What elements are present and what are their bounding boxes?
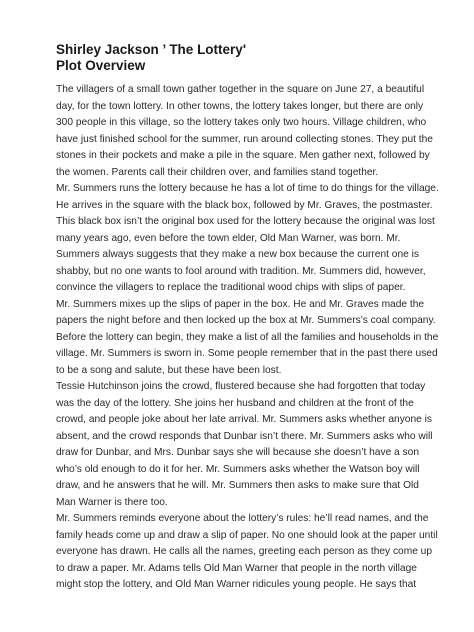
document-heading bbox=[56, 42, 436, 74]
text-line: to be a song and salute, but these have been lost. bbox=[56, 364, 282, 376]
text-line: Man Warner is there too. bbox=[56, 496, 168, 508]
text-line: Mr. Summers mixes up the slips of paper in the box. He and Mr. Graves made the bbox=[56, 298, 425, 310]
text-line: The villagers of a small town gather together in the square on June 27, a beautiful bbox=[56, 84, 425, 95]
text-line: He arrives in the square with the black box, followed by Mr. Graves, the postmaster. bbox=[56, 199, 433, 211]
paragraph bbox=[56, 511, 448, 594]
text-line: Mr. Summers reminds everyone about the lottery’s rules: he’ll read names, and the bbox=[56, 513, 429, 524]
text-line: draw, and he answers that he will. Mr. Summers then asks to make sure that Old bbox=[56, 480, 419, 491]
document-title: Shirley Jackson ’ The Lottery' bbox=[56, 42, 247, 57]
text-line: convince the villagers to replace the traditional wood chips with slips of paper. bbox=[56, 282, 406, 293]
text-line: stones in their pockets and make a pile in the square. Men gather next, followed by bbox=[56, 150, 430, 161]
text-line: many years ago, even before the town elder, Old Man Warner, was born. Mr. bbox=[56, 232, 401, 244]
document-subtitle: Plot Overview bbox=[56, 58, 146, 73]
text-line: village. Mr. Summers is sworn in. Some people remember that in the past there used bbox=[56, 348, 438, 359]
text-line: family heads come up and draw a slip of paper. No one should look at the paper until bbox=[56, 529, 438, 541]
text-line: absent, and the crowd responds that Dunbar isn’t there. Mr. Summers asks who will bbox=[56, 430, 433, 442]
text-line: papers the night before and then locked up the box at Mr. Summers’s coal company. bbox=[56, 315, 436, 326]
text-line: shabby, but no one wants to fool around with tradition. Mr. Summers did, however, bbox=[56, 265, 426, 277]
text-line: to draw a paper. Mr. Adams tells Old Man Warner that people in the north village bbox=[56, 562, 417, 574]
text-line: have just finished school for the summer, run around collecting stones. They put the bbox=[56, 133, 433, 145]
text-line: was the day of the lottery. She joins her husband and children at the front of the bbox=[56, 397, 414, 409]
paragraph bbox=[56, 379, 448, 511]
text-line: day, for the town lottery. In other towns, the lottery takes longer, but there are only bbox=[56, 100, 424, 112]
text-line: the women. Parents call their children over, and families stand together. bbox=[56, 166, 379, 178]
paragraph bbox=[56, 82, 448, 181]
paragraph bbox=[56, 297, 448, 380]
text-line: who’s old enough to do it for her. Mr. Summers asks whether the Watson boy will bbox=[56, 463, 420, 475]
text-line: This black box isn’t the original box used for the lottery because the original was lost bbox=[56, 216, 435, 227]
text-line: might stop the lottery, and Old Man Warner ridicules young people. He says that bbox=[56, 579, 417, 590]
text-line: 300 people in this village, so the lottery takes only two hours. Village children, who bbox=[56, 117, 427, 128]
paragraph bbox=[56, 181, 448, 297]
text-line: crowd, and people joke about her late arrival. Mr. Summers asks whether anyone is bbox=[56, 414, 432, 425]
text-line: everyone has drawn. He calls all the names, greeting each person as they come up bbox=[56, 546, 433, 557]
text-line: Before the lottery can begin, they make a list of all the families and households in the bbox=[56, 331, 439, 343]
text-line: Mr. Summers runs the lottery because he has a lot of time to do things for the village. bbox=[56, 183, 439, 194]
text-line: Tessie Hutchinson joins the crowd, flustered because she had forgotten that today bbox=[56, 381, 426, 392]
text-line: Summers always suggests that they make a new box because the current one is bbox=[56, 249, 419, 260]
text-line: draw for Dunbar, and Mrs. Dunbar says she will because she doesn’t have a son bbox=[56, 447, 419, 458]
document-body bbox=[56, 82, 448, 594]
